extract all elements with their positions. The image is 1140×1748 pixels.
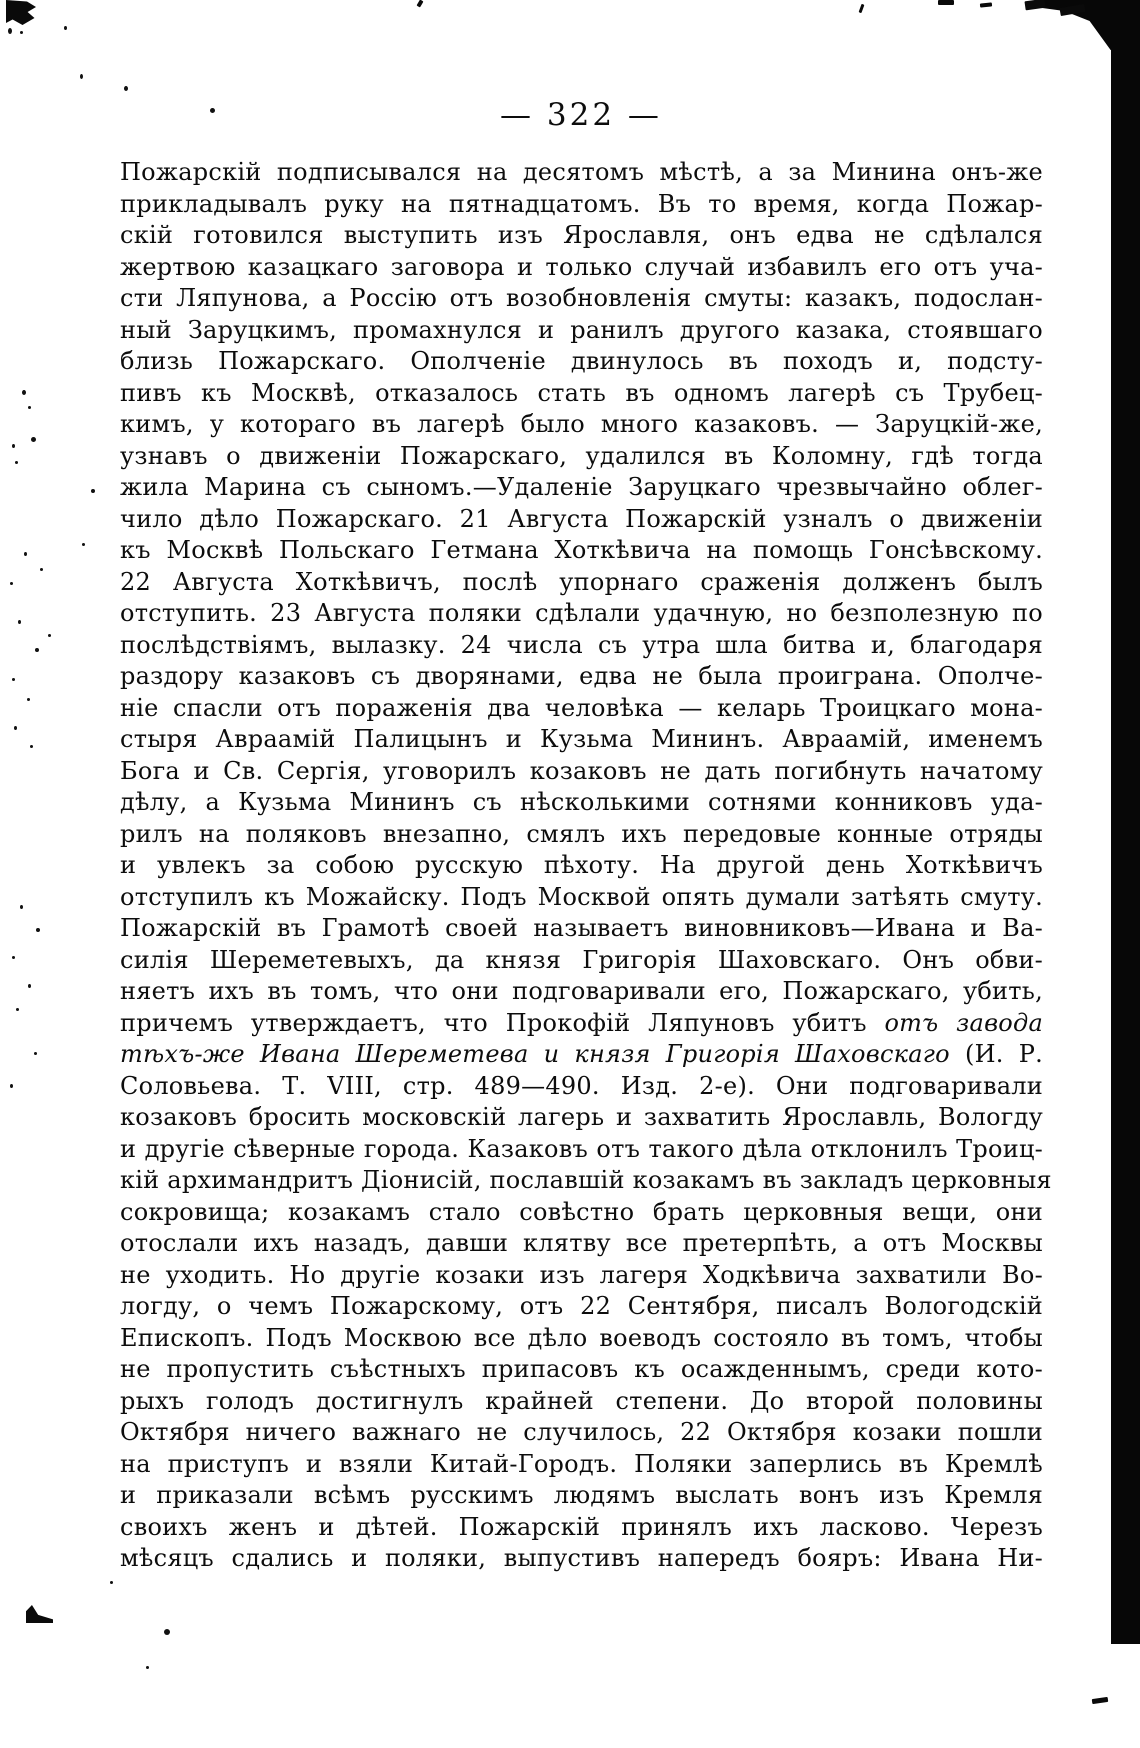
ink-speck	[12, 678, 15, 681]
ink-speck	[14, 726, 17, 730]
text-line: скій готовился выступить изъ Ярославля, онъ едва не сдѣлался	[120, 221, 1043, 249]
italic-segment: отъ завода	[884, 1008, 1044, 1037]
ink-speck	[8, 28, 12, 34]
ink-speck	[40, 568, 43, 571]
text-line: кій архимандритъ Діонисій, пославшій козакамъ въ закладъ церковныя	[120, 1166, 1052, 1194]
scan-corner-wedge	[1035, 0, 1140, 50]
ink-speck	[22, 390, 26, 395]
ink-speck	[18, 620, 21, 624]
text-line: козаковъ бросить московскій лагерь и захватить Ярославль, Вологду	[120, 1103, 1043, 1131]
text-line: жертвою казацкаго заговора и только случай избавилъ его отъ уча-	[120, 252, 1043, 281]
text-line: къ Москвѣ Польскаго Гетмана Хоткѣвича на помощь Гонсѣвскому.	[120, 536, 1043, 564]
ink-speck	[30, 745, 33, 748]
text-line: пивъ къ Москвѣ, отказалось стать въ одномъ лагерѣ съ Трубец-	[120, 378, 1043, 407]
ink-speck	[34, 1052, 37, 1055]
ink-speck	[10, 582, 13, 585]
page-number: — 322 —	[500, 97, 662, 133]
text-line: рыхъ голодъ достигнулъ крайней степени. До второй половины	[120, 1386, 1043, 1415]
ink-speck	[27, 698, 30, 701]
ink-speck	[10, 1084, 13, 1088]
text-line: кимъ, у котораго въ лагерѣ было много казаковъ. — Заруцкій-же,	[120, 410, 1043, 438]
ink-speck	[48, 634, 51, 637]
ink-speck	[210, 108, 215, 113]
text-line: послѣдствіямъ, вылазку. 24 числа съ утра шла битва и, благодаря	[120, 630, 1043, 659]
ink-dash	[938, 0, 954, 5]
text-line: тѣхъ-же Ивана Шереметева и князя Григорія Шаховскаго (И. Р.	[120, 1040, 1043, 1068]
text-line: причемъ утверждаетъ, что Прокофій Ляпуновъ убитъ отъ завода	[120, 1008, 1044, 1037]
text-line: узнавъ о движеніи Пожарскаго, удалился въ Коломну, гдѣ тогда	[120, 441, 1043, 470]
text-line: чило дѣло Пожарскаго. 21 Августа Пожарскій узналъ о движеніи	[120, 504, 1043, 533]
ink-speck	[20, 31, 23, 34]
ink-dash	[980, 2, 992, 7]
text-line: и другіе сѣверные города. Казаковъ отъ такого дѣла отклонилъ Троиц-	[120, 1134, 1043, 1163]
text-line: и увлекъ за собою русскую пѣхоту. На другой день Хоткѣвичъ	[120, 851, 1043, 879]
ink-speck	[24, 552, 27, 556]
text-line: стыря Авраамій Палицынъ и Кузьма Мининъ. Авраамій, именемъ	[120, 725, 1043, 753]
text-line: не пропустить съѣстныхъ припасовъ къ осажденнымъ, среди кото-	[120, 1355, 1043, 1383]
text-line: сти Ляпунова, а Россію отъ возобновленія смуты: казакъ, подослан-	[120, 284, 1043, 312]
ink-speck	[146, 1666, 149, 1669]
scan-edge-band	[1111, 0, 1140, 1644]
ink-speck	[28, 406, 31, 409]
ink-speck	[12, 444, 15, 448]
text-line: отослали ихъ назадъ, давши клятву все претерпѣть, а отъ Москвы	[120, 1229, 1043, 1257]
ink-speck	[36, 928, 40, 932]
ink-speck	[15, 461, 18, 464]
text-line: Пожарскій подписывался на десятомъ мѣстѣ, а за Минина онъ-же	[120, 158, 1043, 186]
text-line: няетъ ихъ въ томъ, что они подговаривали его, Пожарскаго, убить,	[120, 977, 1043, 1005]
text-line: сокровища; козакамъ стало совѣстно брать церковныя вещи, они	[120, 1197, 1043, 1226]
text-line: жила Марина съ сыномъ.—Удаленіе Заруцкаго чрезвычайно облег-	[120, 473, 1043, 501]
ink-dash	[859, 4, 865, 13]
ink-speck	[124, 86, 128, 91]
text-line: прикладывалъ руку на пятнадцатомъ. Въ то время, когда Пожар-	[120, 189, 1043, 218]
text-line: 22 Августа Хоткѣвичъ, послѣ упорнаго сраженія долженъ былъ	[120, 567, 1043, 596]
ink-blob-top-left	[6, 0, 36, 25]
text-line: логду, о чемъ Пожарскому, отъ 22 Сентября, писалъ Вологодскій	[120, 1292, 1043, 1320]
text-line: дѣлу, а Кузьма Мининъ съ нѣсколькими сотнями конниковъ уда-	[120, 788, 1043, 816]
text-line: и приказали всѣмъ русскимъ людямъ выслать вонъ изъ Кремля	[120, 1481, 1043, 1509]
text-line: Пожарскій въ Грамотѣ своей называетъ виновниковъ—Ивана и Ва-	[120, 914, 1043, 942]
ink-speck	[164, 1629, 170, 1635]
ink-speck	[12, 956, 15, 959]
text-line: ный Заруцкимъ, промахнулся и ранилъ другого казака, стоявшаго	[120, 315, 1043, 344]
text-line: рилъ на поляковъ внезапно, смялъ ихъ передовые конные отряды	[120, 819, 1043, 848]
text-line: своихъ женъ и дѣтей. Пожарскій принялъ ихъ ласково. Черезъ	[120, 1512, 1043, 1541]
text-line: Епископъ. Подъ Москвою все дѣло воеводъ состояло въ томъ, чтобы	[120, 1323, 1043, 1352]
body-text	[120, 157, 1052, 1575]
ink-speck	[31, 437, 36, 442]
text-line: Бога и Св. Сергія, уговорилъ козаковъ не дать погибнуть начатому	[120, 756, 1043, 785]
text-line: на приступъ и взяли Китай-Городъ. Поляки заперлись въ Кремлѣ	[120, 1449, 1043, 1478]
ink-speck	[110, 1581, 113, 1584]
text-line: Октября ничего важнаго не случилось, 22 Октября козаки пошли	[120, 1418, 1043, 1446]
ink-speck	[91, 489, 95, 493]
text-line: отступилъ къ Можайску. Подъ Москвой опять думали затѣять смуту.	[120, 882, 1043, 911]
ink-dash	[417, 0, 424, 8]
ink-speck	[16, 1008, 19, 1011]
ink-speck	[35, 648, 39, 652]
text-line: ніе спасли отъ пораженія два человѣка — келарь Троицкаго мона-	[120, 693, 1043, 722]
text-line: силія Шереметевыхъ, да князя Григорія Шаховскаго. Онъ обви-	[120, 945, 1043, 974]
text-line: отступить. 23 Августа поляки сдѣлали удачную, но безполезную по	[120, 599, 1043, 627]
ink-speck	[64, 26, 67, 30]
text-line: не уходить. Но другіе козаки изъ лагеря Ходкѣвича захватили Во-	[120, 1260, 1043, 1289]
text-line: близь Пожарскаго. Ополченіе двинулось въ походъ и, подсту-	[120, 347, 1043, 375]
text-line: раздору казаковъ съ дворянами, едва не была проиграна. Ополче-	[120, 662, 1043, 690]
text-line: мѣсяцъ сдались и поляки, выпустивъ напередъ бояръ: Ивана Ни-	[120, 1544, 1043, 1572]
italic-segment: тѣхъ-же Ивана Шереметева и князя Григорія Шаховскаго	[120, 1040, 950, 1068]
ink-speck	[82, 543, 85, 546]
ink-dash	[1024, 0, 1045, 10]
ink-speck	[28, 984, 31, 988]
text-line: Соловьева. Т. VIII, стр. 489—490. Изд. 2-е). Они подговаривали	[120, 1071, 1043, 1100]
ink-speck	[80, 74, 83, 79]
ink-blob-bottom-left	[26, 1605, 53, 1623]
ink-speck	[20, 905, 23, 909]
ink-dash	[1092, 1697, 1109, 1704]
